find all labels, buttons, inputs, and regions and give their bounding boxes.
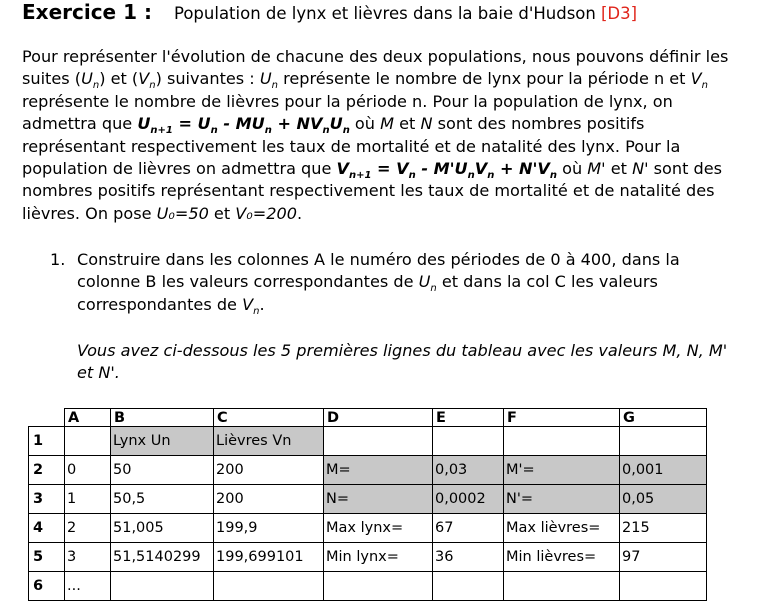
row-header[interactable]: 5	[29, 543, 65, 572]
column-header[interactable]: C	[214, 409, 324, 427]
table-cell[interactable]: Max lynx=	[324, 514, 433, 543]
table-cell[interactable]: 2	[65, 514, 111, 543]
table-cell[interactable]: 51,005	[111, 514, 214, 543]
exercise-topic: Population de lynx et lièvres dans la baie d'Hudson	[173, 4, 596, 23]
table-cell[interactable]	[620, 427, 707, 456]
table-cell[interactable]	[620, 572, 707, 601]
table-cell[interactable]: Lynx Un	[111, 427, 214, 456]
table-cell[interactable]	[111, 572, 214, 601]
table-row	[29, 456, 707, 485]
table-row	[29, 485, 707, 514]
table-cell[interactable]: 0	[65, 456, 111, 485]
table-cell[interactable]: Lièvres Vn	[214, 427, 324, 456]
table-cell[interactable]	[433, 427, 504, 456]
table-note: Vous avez ci-dessous les 5 premières lignes du tableau avec les valeurs M, N, M' et N'.	[77, 341, 728, 383]
table-cell[interactable]	[504, 427, 620, 456]
table-cell[interactable]: 3	[65, 543, 111, 572]
table-cell[interactable]: 215	[620, 514, 707, 543]
table-cell[interactable]: 1	[65, 485, 111, 514]
column-header[interactable]: B	[111, 409, 214, 427]
table-cell[interactable]: 199,9	[214, 514, 324, 543]
question-number: 1.	[50, 250, 66, 269]
table-cell[interactable]: 0,03	[433, 456, 504, 485]
table-cell[interactable]: 199,699101	[214, 543, 324, 572]
intro-paragraph: Pour représenter l'évolution de chacune des deux populations, nous pouvons définir les suites $(U_n)$ et $(V_n)$ suivantes : $U_n$ représente le nombre de lynx pour la période n et $V_n$ représente le nombre de lièvres pour la période n. Pour la population de lynx, on admettra que $U_{n+1} = U_n - MU_n + NV_nU_n$ où M et N sont des nombres positifs représentant respectivement les taux de mortalité et de natalité des lynx. Pour la population de lièvres on admettra que $V_{n+1} = V_n - M'U_nV_n + N'V_n$ où M' et N' sont des nombres positifs représentant respectivement les taux de mortalité et de natalité des lièvres. On pose U₀=50 et V₀=200.	[22, 47, 729, 223]
table-cell[interactable]: M=	[324, 456, 433, 485]
table-cell[interactable]	[504, 572, 620, 601]
row-header[interactable]: 1	[29, 427, 65, 456]
table-cell[interactable]	[214, 572, 324, 601]
table-cell[interactable]: 0,05	[620, 485, 707, 514]
question-text: Construire dans les colonnes A le numéro des périodes de 0 à 400, dans la colonne B les valeurs correspondantes de $U_n$ et dans la col C les valeurs correspondantes de $V_n$.	[77, 250, 680, 318]
table-cell[interactable]	[65, 427, 111, 456]
table-cell[interactable]: 36	[433, 543, 504, 572]
row-header[interactable]: 3	[29, 485, 65, 514]
table-cell[interactable]	[324, 572, 433, 601]
column-header-row	[29, 409, 707, 427]
difficulty-tag: [D3]	[600, 4, 638, 23]
table-row	[29, 572, 707, 601]
table-cell[interactable]: 50	[111, 456, 214, 485]
exercise-title	[22, 0, 637, 26]
column-header[interactable]: F	[504, 409, 620, 427]
row-header[interactable]: 6	[29, 572, 65, 601]
column-header[interactable]: D	[324, 409, 433, 427]
exercise-label: Exercice 1 :	[22, 0, 152, 24]
row-header[interactable]: 4	[29, 514, 65, 543]
table-row	[29, 514, 707, 543]
column-header[interactable]: E	[433, 409, 504, 427]
question-1	[50, 249, 730, 316]
table-cell[interactable]: 67	[433, 514, 504, 543]
table-cell[interactable]: Min lièvres=	[504, 543, 620, 572]
table-cell[interactable]: 0,001	[620, 456, 707, 485]
column-header[interactable]: G	[620, 409, 707, 427]
row-header[interactable]: 2	[29, 456, 65, 485]
table-cell[interactable]: N=	[324, 485, 433, 514]
table-cell[interactable]: 0,0002	[433, 485, 504, 514]
table-cell[interactable]: M'=	[504, 456, 620, 485]
column-header[interactable]: A	[65, 409, 111, 427]
table-cell[interactable]: 51,5140299	[111, 543, 214, 572]
table-cell[interactable]: Max lièvres=	[504, 514, 620, 543]
table-cell[interactable]: N'=	[504, 485, 620, 514]
spreadsheet-table	[28, 408, 707, 601]
table-cell[interactable]: 200	[214, 456, 324, 485]
table-row	[29, 543, 707, 572]
table-row	[29, 427, 707, 456]
corner-cell	[29, 409, 65, 427]
table-cell[interactable]: 50,5	[111, 485, 214, 514]
table-cell[interactable]: Min lynx=	[324, 543, 433, 572]
table-cell[interactable]: 200	[214, 485, 324, 514]
table-cell[interactable]	[433, 572, 504, 601]
table-cell[interactable]: 97	[620, 543, 707, 572]
table-cell[interactable]: ...	[65, 572, 111, 601]
table-cell[interactable]	[324, 427, 433, 456]
